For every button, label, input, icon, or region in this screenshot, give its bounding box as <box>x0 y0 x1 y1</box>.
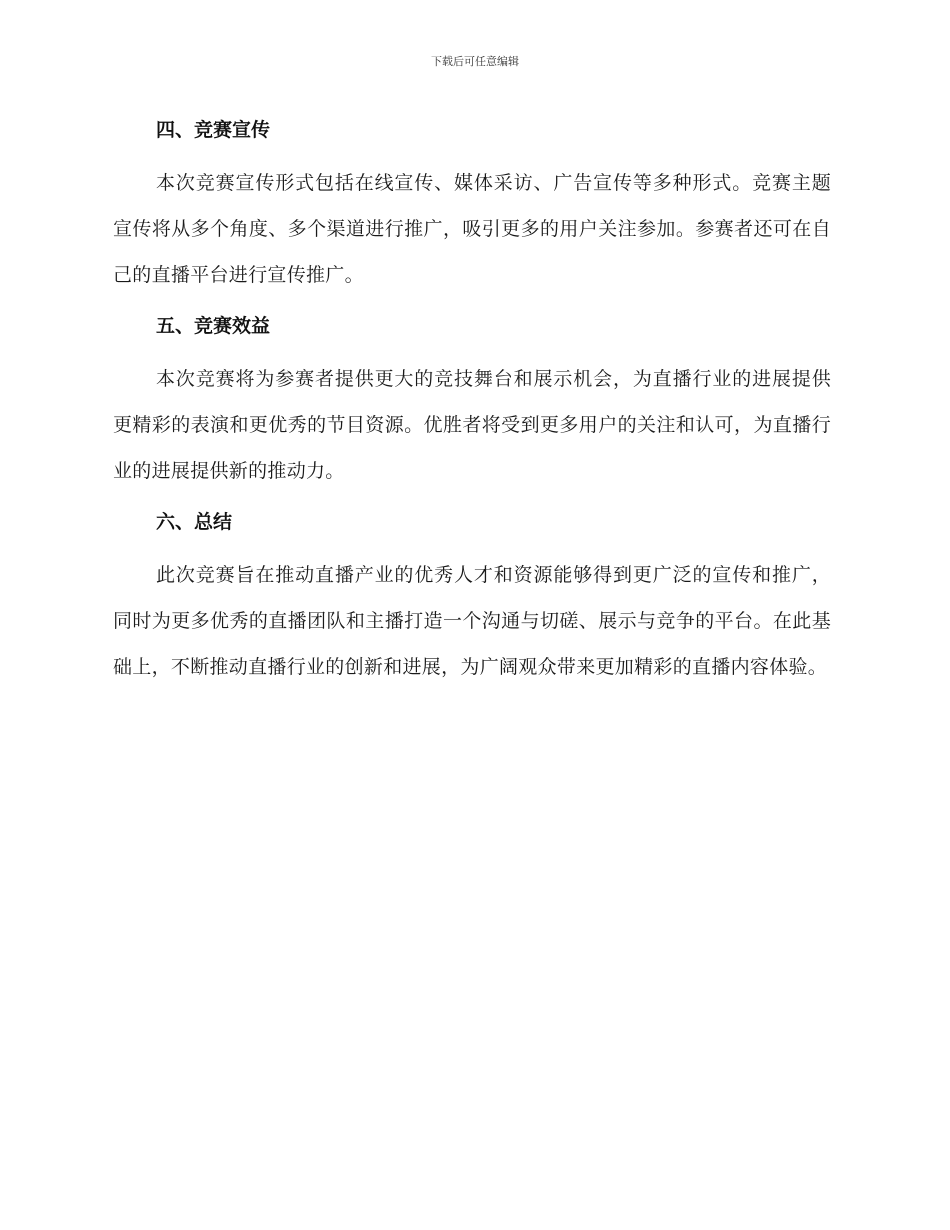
section-heading: 五、竞赛效益 <box>156 315 271 337</box>
document-body <box>113 112 831 700</box>
section-heading: 四、竞赛宣传 <box>156 119 271 141</box>
section-publicity <box>113 112 831 298</box>
page-header: 下载后可任意编辑 <box>431 55 519 68</box>
section-summary <box>113 504 831 690</box>
section-heading: 六、总结 <box>156 511 233 533</box>
section-paragraph: 本次竞赛宣传形式包括在线宣传、媒体采访、广告宣传等多种形式。竞赛主题宣传将从多个角度、多个渠道进行推广，吸引更多的用户关注参加。参赛者还可在自己的直播平台进行宣传推广。 <box>113 172 831 286</box>
section-benefits <box>113 308 831 494</box>
section-paragraph: 此次竞赛旨在推动直播产业的优秀人才和资源能够得到更广泛的宣传和推广，同时为更多优秀的直播团队和主播打造一个沟通与切磋、展示与竞争的平台。在此基础上，不断推动直播行业的创新和进展，为广阔观众带来更加精彩的直播内容体验。 <box>113 564 831 678</box>
section-paragraph: 本次竞赛将为参赛者提供更大的竞技舞台和展示机会，为直播行业的进展提供更精彩的表演和更优秀的节目资源。优胜者将受到更多用户的关注和认可，为直播行业的进展提供新的推动力。 <box>113 368 831 482</box>
